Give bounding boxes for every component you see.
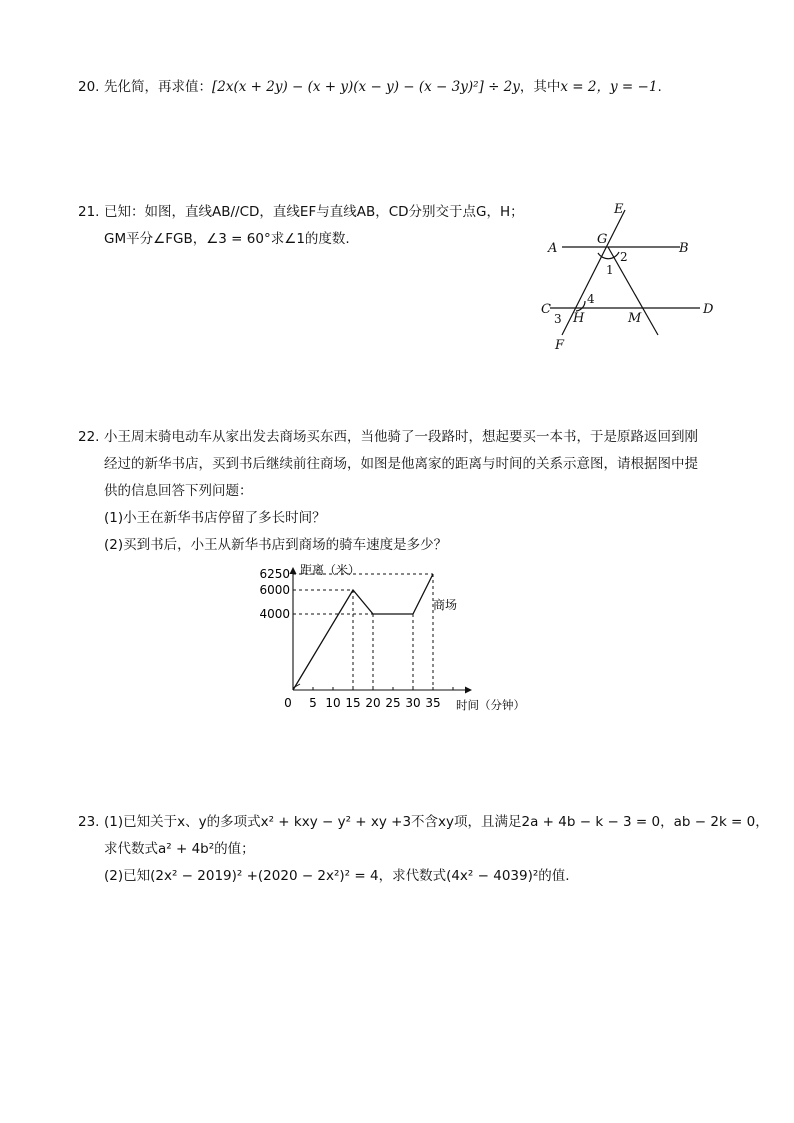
geometry-figure — [530, 195, 730, 355]
question-number: 20. — [78, 79, 100, 95]
q22-sub-question-2: (2)买到书后，小王从新华书店到商场的骑车速度是多少？ — [104, 537, 448, 553]
question-number: 22. — [78, 429, 100, 445]
label-a: A — [548, 241, 558, 256]
label-h: H — [573, 311, 585, 326]
y-axis-label: 距离（米） — [300, 563, 361, 577]
q23-line-2: 求代数式a² + 4b²的值； — [104, 841, 255, 857]
x-axis-label: 时间（分钟） — [456, 698, 525, 712]
question-number: 21. — [78, 204, 100, 220]
label-c: C — [541, 302, 551, 317]
label-angle-1: 1 — [606, 263, 614, 277]
q21-line-1: 已知：如图，直线AB//CD，直线EF与直线AB，CD分别交于点G，H； — [104, 204, 524, 220]
q21-line-2: GM平分∠FGB，∠3 = 60°求∠1的度数. — [104, 231, 350, 247]
q20-prefix: 先化简，再求值： — [104, 79, 212, 95]
q22-line-2: 经过的新华书店，买到书后继续前往商场，如图是他离家的距离与时间的关系示意图，请根据图中提 — [104, 456, 698, 472]
label-d: D — [703, 302, 714, 317]
y-tick-label: 6000 — [259, 583, 290, 597]
y-tick-label: 4000 — [259, 607, 290, 621]
label-m: M — [628, 311, 642, 326]
y-tick-label: 6250 — [259, 567, 290, 581]
label-angle-3: 3 — [554, 312, 562, 326]
x-tick-label: 30 — [405, 696, 421, 710]
q22-line-3: 供的信息回答下列问题： — [104, 483, 253, 499]
line-ef — [562, 210, 625, 335]
label-f: F — [555, 338, 565, 353]
question-20 — [78, 74, 734, 101]
q20-end: . — [657, 79, 662, 95]
question-21 — [78, 199, 534, 253]
q20-middle: ，其中 — [519, 79, 561, 95]
q22-line-1: 小王周末骑电动车从家出发去商场买东西，当他骑了一段路时，想起要买一本书，于是原路返回到刚 — [104, 429, 698, 445]
x-tick-label: 20 — [365, 696, 381, 710]
x-tick-label: 0 — [284, 696, 292, 710]
question-23 — [78, 809, 769, 890]
x-tick-label: 25 — [385, 696, 401, 710]
x-tick-label: 5 — [309, 696, 317, 710]
q23-line-3: (2)已知(2x² − 2019)² +(2020 − 2x²)² = 4，求代数式(4x² − 4039)²的值. — [104, 868, 570, 884]
label-b: B — [679, 241, 689, 256]
x-tick-label: 35 — [425, 696, 441, 710]
annotation-mall: 商场 — [433, 598, 458, 612]
label-e: E — [614, 202, 624, 217]
label-angle-2: 2 — [620, 250, 628, 264]
q22-sub-question-1: (1)小王在新华书店停留了多长时间？ — [104, 510, 326, 526]
y-axis-arrow — [290, 567, 297, 574]
q20-expression: [2x(x + 2y) − (x + y)(x − y) − (x − 3y)²] ÷ 2y — [212, 79, 520, 95]
label-g: G — [597, 232, 608, 247]
question-22 — [78, 424, 734, 559]
angle-arc-h — [576, 301, 585, 311]
q20-condition: x = 2，y = −1 — [560, 79, 658, 95]
q23-line-1: (1)已知关于x、y的多项式x² + kxy − y² + xy +3不含xy项，且满足2a + 4b − k − 3 = 0，ab − 2k = 0， — [104, 814, 769, 830]
distance-time-chart — [250, 558, 550, 718]
question-number: 23. — [78, 814, 100, 830]
x-axis-arrow — [465, 687, 472, 694]
x-tick-label: 15 — [345, 696, 361, 710]
x-tick-label: 10 — [325, 696, 341, 710]
label-angle-4: 4 — [587, 292, 595, 306]
distance-series-line — [293, 574, 433, 690]
